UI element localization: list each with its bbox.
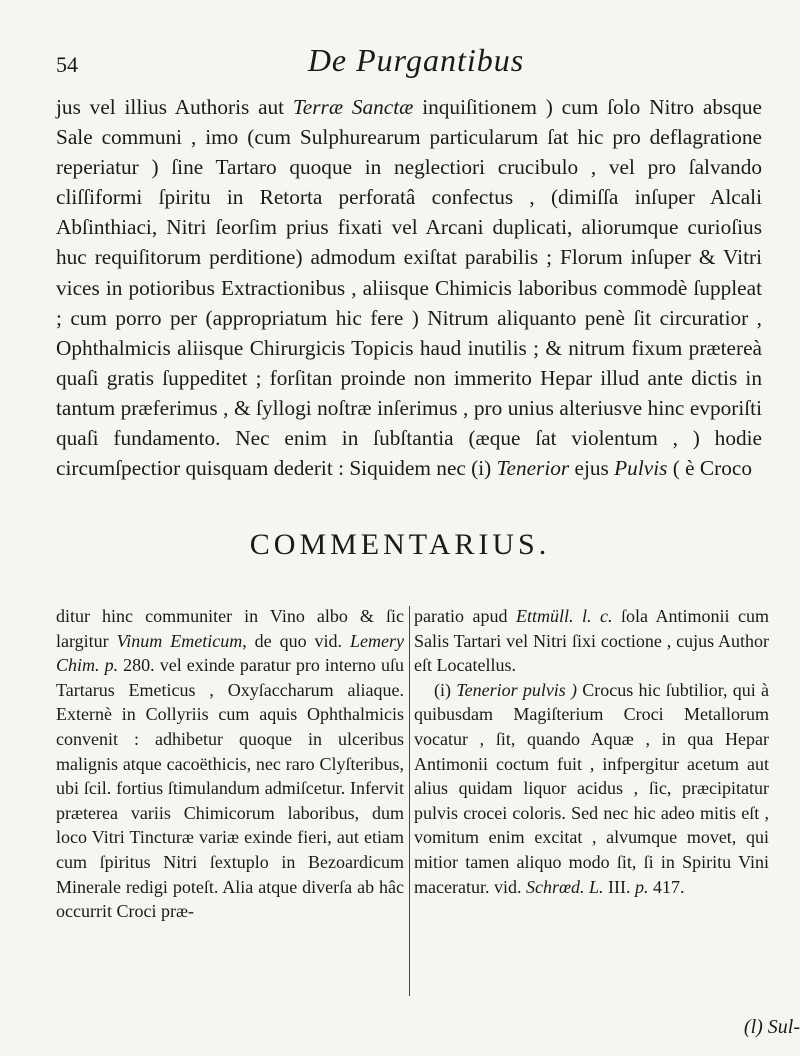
italic-run: Tenerior pulvis ) [456,679,578,700]
italic-run: Tenerior [496,456,570,481]
text-run: ſola Antimonii cum Salis Tartari vel Nitri ſixi coctione , cujus Author eſt Locatellus. [414,606,769,676]
text-run: ejus [569,456,615,481]
right-column [414,604,769,899]
column-divider [409,606,410,996]
text-run: paratio apud [414,606,516,626]
page-header [56,38,776,88]
italic-run: Lemery Chim. p. [56,630,404,676]
left-paragraph [56,604,404,924]
italic-run: p. [634,876,649,897]
catchword: (l) Sul- [743,1016,800,1038]
page-number: 54 [56,52,78,77]
right-paragraph-2 [414,678,769,899]
text-run: ditur hinc communiter in Vino albo & ſic largitur [56,606,404,651]
italic-run: Terræ Sanctæ [292,95,414,119]
text-run: III. [603,876,635,897]
italic-run: Ettmüll. l. c. [515,606,613,626]
main-text-block [56,92,762,483]
text-run: Crocus hic ſubtilior, qui à quibusdam Magiſterium Croci Metallorum vocatur , ſit, quando Aquæ , in qua Hepar Antimonii coctum fuit , infpergitur acetum aut alius quidam liquor acidus , ſic, præcipitatur pulvis crocei coloris. Sed nec hic adeo mitis eſt , vomitum enim excitat , alvumque movet, qui mitior tamen aliquo modo ſit, ſi in Spiritu Vini maceratur. vid. [414,679,769,897]
text-run: 280. vel exinde paratur pro interno uſu Tartarus Emeticus , Oxyſaccharum aliaque. Externè in Collyriis cum aquis Ophthalmicis convenit : adhibetur quoque in ulceribus malignis atque cacoëthicis, nec raro Clyſteribus, ubi ſcil. fortius ſtimulandum admiſcetur. Infervit præterea variis Chimicorum laboribus, dum loco Vitri Tincturæ variæ exinde fieri, aut etiam cum ſpiritus Nitri ſextuplo in Bezoardicum Minerale redigi poteſt. Alia atque diverſa ab hâc occurrit Croci præ- [56,655,404,922]
right-paragraph-1 [414,604,769,678]
text-run: (i) [434,679,457,700]
text-run: jus vel illius Authoris aut [56,95,293,119]
commentary-columns [56,604,772,1004]
section-heading: COMMENTARIUS. [249,528,551,561]
text-run: 417. [648,876,685,897]
running-title: De Purgantibus [307,42,525,78]
main-paragraph [56,92,762,483]
italic-run: Schrœd. L. [525,876,604,897]
text-run: ( è Croco [667,456,752,481]
text-run: inquiſitionem ) cum ſolo Nitro absque Sale communi , imo (cum Sulphurearum particularum ſat hic pro deflagratione reperiatur ) ſine Tartaro quoque in neglectiori crucibulo , vel pro ſalvando cliſſiformi ſpiritu in Retorta perforatâ confectus , (dimiſſa inſuper Alcali Abſinthiaci, Nitri ſeorſim prius fixati vel Arcani duplicati, aliorumque curioſius huc requiſitorum perditione) admodum exiſtat parabilis ; Florum inſuper & Vitri vices in potioribus Extractionibus , aliisque Chimicis laboribus commodè ſuppleat ; cum porro per (appropriatum hic fere ) Nitrum aliquanto penè ſit circuratior , Ophthalmicis aliisque Chirurgicis Topicis haud inutilis ; & nitrum fixum prætereà quaſi gratis ſuppeditet ; forſitan proinde non immerito Hepar illud ante dictis in tantum præferimus , & ſyllogi noſtræ inſerimus , pro unius alteriusve hinc evporiſti quaſi fundamento. Nec enim in ſubſtantia (æque ſat violentum , ) hodie circumſpectior quisquam dederit : Siquidem nec (i) [56,95,763,481]
text-run: , de quo vid. [242,630,351,651]
left-column [56,604,404,924]
italic-run: Pulvis [614,456,668,481]
italic-run: Vinum Emeticum [116,630,243,651]
